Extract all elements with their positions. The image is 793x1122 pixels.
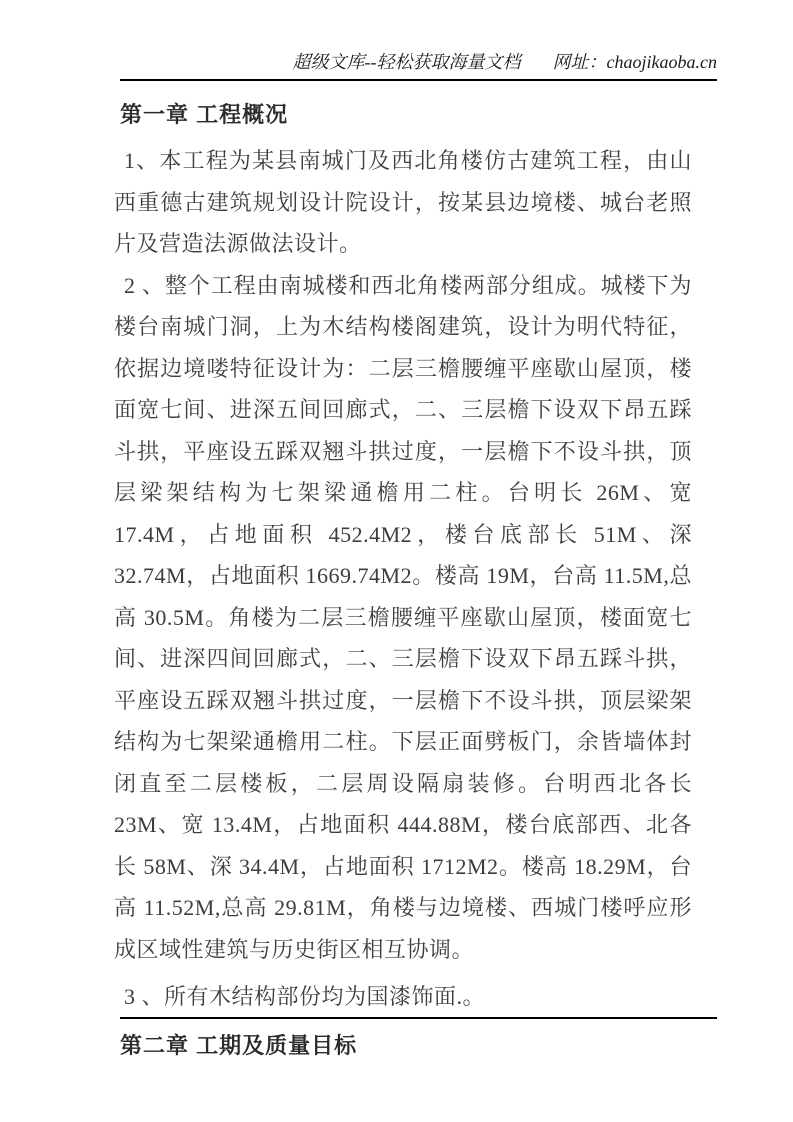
header-url: chaojikaoba.cn [606, 52, 717, 72]
footer-rule [120, 1017, 717, 1019]
header-rule [120, 79, 717, 81]
header-slogan: 超级文库--轻松获取海量文档 [292, 52, 521, 72]
chapter-1-paragraph-1: 1、本工程为某县南城门及西北角楼仿古建筑工程，由山西重德古建筑规划设计院设计，按某县边境楼、城台老照片及营造法源做法设计。 [114, 148, 692, 256]
chapter-1-heading: 第一章 工程概况 [120, 102, 289, 127]
document-body [114, 88, 692, 1059]
chapter-2-heading: 第二章 工期及质量目标 [120, 1032, 358, 1058]
chapter-1-paragraph-2: 2 、整个工程由南城楼和西北角楼两部分组成。城楼下为楼台南城门洞，上为木结构楼阁建筑，设计为明代特征，依据边境喽特征设计为：二层三檐腰缠平座歇山屋顶，楼面宽七间、进深五间回廊式，二、三层檐下设双下昂五踩斗拱，平座设五踩双翘斗拱过度，一层檐下不设斗拱，顶层梁架结构为七架梁通檐用二柱。台明长 26M、宽 17.4M，占地面积 452.4M2，楼台底部长 51M、深 32.74M，占地面积 1669.74M2。楼高 19M，台高 11.5M,总高 30.5M。角楼为二层三檐腰缠平座歇山屋顶，楼面宽七间、进深四间回廊式，二、三层檐下设双下昂五踩斗拱，平座设五踩双翘斗拱过度，一层檐下不设斗拱，顶层梁架结构为七架梁通檐用二柱。下层正面劈板门，余皆墙体封闭直至二层楼板，二层周设隔扇装修。台明西北各长 23M、宽 13.4M，占地面积 444.88M，楼台底部西、北各长 58M、深 34.4M，占地面积 1712M2。楼高 18.29M，台高 11.52M,总高 29.81M，角楼与边境楼、西城门楼呼应形成区域性建筑与历史街区相互协调。 [114, 272, 692, 962]
header-url-label: 网址： [552, 52, 607, 72]
chapter-1-paragraph-3: 3 、所有木结构部份均为国漆饰面.。 [124, 984, 486, 1009]
page-header [120, 50, 717, 74]
